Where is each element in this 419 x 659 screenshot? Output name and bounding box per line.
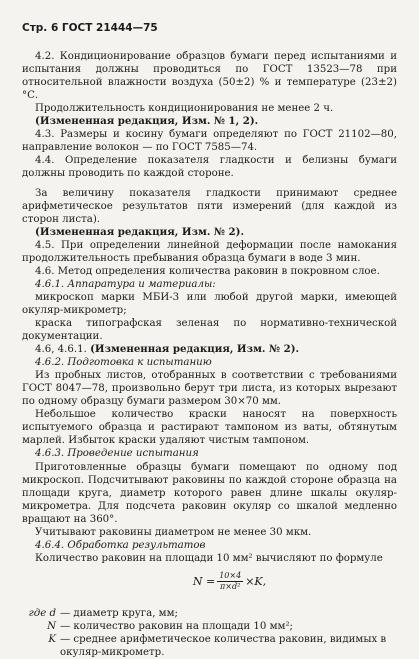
section-title-preparation: 4.6.2. Подготовка к испытанию — [35, 357, 212, 369]
section-title-results: 4.6.4. Обработка результатов — [35, 539, 206, 551]
paragraph-4-5: 4.5. При определении линейной деформации после намокания продолжительность пребывания образца бумаги в воде 3 мин. — [22, 239, 397, 264]
legend-row — [22, 620, 397, 633]
paragraph-procedure: Приготовленные образцы бумаги помещают по одному под микроскоп. Подсчитывают раковины по каждой стороне образца на площади круга, диаметр которого равен длине шкалы окуляр-микрометра. Для подсчета раковин окуляр со шкалой медленно вращают на 360°. — [22, 461, 397, 525]
formula-numerator: 10×4 — [219, 570, 242, 580]
paragraph-microscope: микроскоп марки МБИ-3 или любой другой марки, имеющей окуляр-микрометр; — [22, 291, 397, 316]
formula — [62, 571, 397, 599]
paragraph-4-6-4 — [22, 539, 397, 552]
legend-text: — среднее арифметическое количества раковин, видимых в окуляр-микрометр. — [60, 633, 387, 659]
paragraph-ink: краска типографская зеленая по нормативно-технической документации. — [22, 317, 397, 343]
paragraph-4-4: 4.4. Определение показателя гладкости и белизны бумаги должны проводить по каждой стороне. — [22, 155, 397, 180]
formula-legend — [22, 607, 397, 659]
section-title-procedure: 4.6.3. Проведение испытания — [35, 448, 199, 460]
paragraph-4-3: 4.3. Размеры и косину бумаги определяют по ГОСТ 21102—80, направление волокон — по ГОСТ 7585—74. — [22, 129, 397, 154]
section-title-apparatus: 4.6.1. Аппаратура и материалы: — [35, 278, 216, 290]
legend-symbol: K — [48, 633, 56, 645]
paragraph-smoothness: За величину показателя гладкости принимают среднее арифметическое результатов пяти измерений (для каждой из сторон листа). — [22, 187, 397, 225]
paragraph-4-6: 4.6. Метод определения количества раковин в покровном слое. — [35, 265, 380, 277]
legend-row — [22, 633, 397, 659]
legend-text: — количество раковин на площади 10 мм²; — [60, 620, 293, 632]
formula-fraction — [217, 571, 243, 592]
legend-symbol: где d — [28, 607, 56, 619]
legend-text: — диаметр круга, мм; — [60, 607, 178, 619]
legend-row — [22, 607, 397, 620]
revision-note-2: (Измененная редакция, Изм. № 2). — [35, 225, 245, 238]
paragraph-formula-intro: Количество раковин на площади 10 мм² вычисляют по формуле — [35, 552, 383, 564]
revision-note-1: (Измененная редакция, Изм. № 1, 2). — [35, 115, 259, 128]
formula-denominator: π×d² — [220, 581, 241, 591]
revision-ref: 4.6, 4.6.1. — [35, 344, 91, 356]
paragraph-ink-apply: Небольшое количество краски наносят на поверхность испытуемого образца и растирают тампоном из ваты, обтянутым марлей. Избыток краски удаляют чистым тампоном. — [22, 409, 397, 447]
revision-label: (Измененная редакция, Изм. № 2). — [90, 343, 300, 356]
legend-symbol: N — [47, 620, 56, 632]
paragraph-samples: Из пробных листов, отобранных в соответствии с требованиями ГОСТ 8047—78, произвольно берут три листа, из которых вырезают по одному образцу бумаги размером 30×70 мм. — [22, 370, 397, 408]
page-header: Стр. 6 ГОСТ 21444—75 — [22, 22, 158, 34]
paragraph-duration: Продолжительность кондиционирования не менее 2 ч. — [35, 103, 334, 115]
paragraph-diameter: Учитывают раковины диаметром не менее 30 мкм. — [35, 526, 312, 538]
paragraph-4-6-1 — [22, 278, 397, 291]
paragraph-4-6-2 — [22, 356, 397, 369]
revision-note-3 — [22, 343, 397, 356]
formula-rhs: ×K, — [245, 574, 267, 588]
paragraph-4-6-3 — [22, 447, 397, 460]
formula-lhs: N = — [192, 574, 216, 588]
paragraph-4-2: 4.2. Кондиционирование образцов бумаги перед испытаниями и испытания должны проводиться по ГОСТ 13523—78 при относительной влажности воздуха (50±2) % и температуре (23±2)°С. — [22, 51, 397, 102]
